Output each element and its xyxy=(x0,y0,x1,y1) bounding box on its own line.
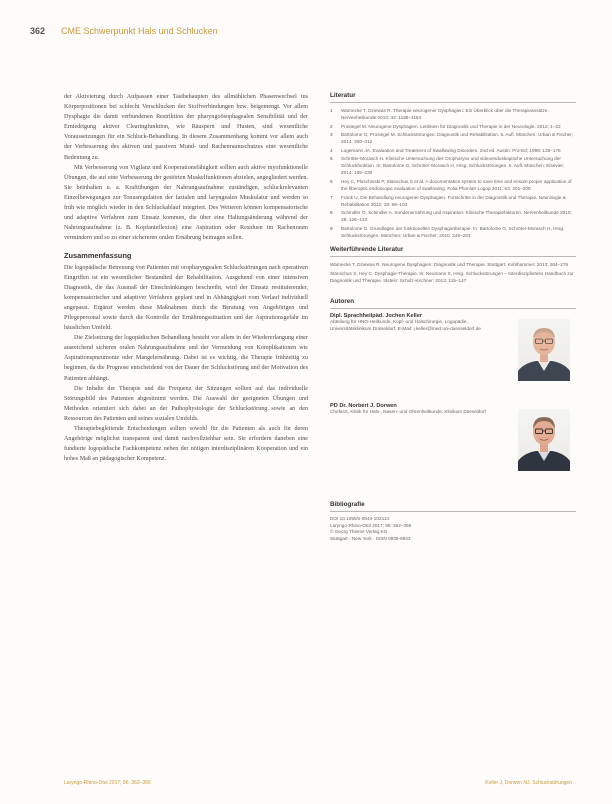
author-photo xyxy=(518,409,570,471)
reference-item xyxy=(330,194,576,208)
literature-title: Literatur xyxy=(330,92,576,103)
reference-item xyxy=(330,225,576,239)
reference-text: Hey C, Pluschinski P, Stanschus S et al. A documentation system to save time and ensure proper application of the fiberoptic endoscopic evaluation of swallowing. Folia Phoniatr Logop 2011; 63: 201–208 xyxy=(341,178,572,191)
bibliography-line: © Georg Thieme Verlag KG xyxy=(330,529,388,535)
further-reading-item: Stanschus S, Hey C. Dysphagie-Therapie. In: Neumann S, Hrsg. Schluckstörungen – Interdisziplinäres Handbuch zur Diagnostik und Therapie. Idstein: Schulz-Kirchner; 2013: 115–147 xyxy=(330,270,574,283)
running-head: CME Schwerpunkt Hals und Schlucken xyxy=(61,26,218,36)
body-paragraph: Die Inhalte der Therapie und die Frequenz der Sitzungen sollten auf das individuelle Störungsbild des Patienten abgestimmt werden. Die Auswahl der geeigneten Übungen und Methoden orientiert sich dabei an der Pathophysiologie der Schluckstörung sowie an den Ressourcen des Patienten und seines sozialen Umfelds. xyxy=(64,385,308,422)
reference-item xyxy=(330,123,576,130)
reference-number: 5 xyxy=(330,156,333,162)
reference-number: 4 xyxy=(330,147,333,153)
sidebar-column xyxy=(330,92,576,543)
bibliography-line: DOI 10.1055/s-0043-102114 xyxy=(330,515,390,521)
reference-item xyxy=(330,155,576,176)
reference-number: 8 xyxy=(330,210,333,216)
main-text-column xyxy=(64,92,308,464)
authors-section xyxy=(330,298,576,489)
reference-number: 3 xyxy=(330,132,333,138)
reference-item xyxy=(330,178,576,192)
reference-item xyxy=(330,147,576,154)
reference-text: Schindler O, Schindler A. Sondenernährung und Aspiration: Klinische Therapiefaktoren. Nervenheilkunde 2010; 29: 126–132 xyxy=(341,210,572,223)
further-reading-title: Weiterführende Literatur xyxy=(330,246,576,257)
page-number: 362 xyxy=(30,26,46,36)
body-paragraph: der Aktivierung durch Aufpassen einer Tastbehaupten des allmählichen Phasenwechsel ins Körperpositionen bei schlecht Verschlucken der Stoffverbindungen bzw. beigemengt. Vor allem Dysphagie die damit verbundenen Restriktion der pharyngoösophagealen Sensibilität und der Erniedrigung aktiver Clearingfunktion, wie Räuspern und Husten, sind wesentliche Voraussetzungen für ein Schluck-Behandlung. In diesem Zusammenhang kommt vor allem auch der Verbesserung des aktiven und passiven Mund- und Rachenraumschutzes eine wesentliche Bedeutung zu. xyxy=(64,94,308,161)
summary-heading: Zusammenfassung xyxy=(64,251,132,261)
footer-citation: Laryngo-Rhino-Otol 2017; 96: 362–366 xyxy=(64,780,151,786)
reference-item xyxy=(330,209,576,223)
body-paragraph: Mit Verbesserung von Vigilanz und Kooperationsfähigkeit sollten auch aktive myofunktionelle Übungen, die auf eine Verbesserung der gestörten Muskelfunktionen abzielen, angegliedert werden. Sie beinhalten u. a. Kraftübungen der Nahrungsaufnahme zuständigen, schluckrelevanten Einzelbewegungen zur Tonusregulation der fazialen und laryngealen Muskulatur und werden so früh wie möglich wieder in den Schluckablauf integriert. Des Weiteren können kompensatorische und adaptive Verfahren zum Einsatz kommen, die über eine Haltungsänderung während der Nahrungsaufnahme (z. B. Kopfanteflexion) eine Aspiration oder Residuen im Rachenraum vermindern und so zu einer sichereren oralen Ernährung beitragen sollen. xyxy=(64,164,308,242)
reference-number: 7 xyxy=(330,194,333,200)
further-reading-section xyxy=(330,246,576,284)
reference-text: Frank U. Die Behandlung neurogener Dysphagien. Fortschritte in der Diagnostik und Therapie. Neurologie & Rehabilitation 2012; 18: 99–103 xyxy=(341,194,566,207)
bibliography-title: Bibliografie xyxy=(330,501,576,512)
reference-number: 2 xyxy=(330,123,333,129)
footer-authors: Keller J, Dorwen NJ. Schluckstörungen xyxy=(485,780,572,786)
reference-number: 9 xyxy=(330,225,333,231)
reference-item xyxy=(330,131,576,145)
reference-text: Warnecke T, Dziewas R. Therapie neurogener Dysphagien: Ein Überblick über die Therapieansätze. Nervenheilkunde 2013; 32: 1158–1164 xyxy=(341,108,549,120)
authors-title: Autoren xyxy=(330,298,576,309)
page-footer xyxy=(64,780,572,786)
author-portrait-icon xyxy=(518,409,570,471)
author-name: Dipl. Sprachheilpäd. Jochen Keller xyxy=(330,312,423,319)
reference-number: 1 xyxy=(330,108,333,113)
author-photo xyxy=(518,319,570,381)
body-paragraph: Therapiebegleitende Entscheidungen sollten sowohl für die Patienten als auch für deren Angehörige möglichst transparent und damit nachvollziehbar sein. Sie erfordern daneben eine fundierte logopädische Fachkompetenz neben der nötigen interdisziplinären Kooperation und ein hohes Maß an pädagogischer Kompetenz. xyxy=(64,426,308,463)
author-info: Chefarzt, Klinik für Hals-, Nasen- und Ohrenheilkunde, Klinikum Düsseldorf xyxy=(330,408,486,414)
reference-number: 6 xyxy=(330,178,333,184)
reference-text: Prosiegel M. Neurogene Dysphagien. Leitlinien für Diagnostik und Therapie in der Neurologie. 2012; 1–22 xyxy=(341,123,561,129)
author-block xyxy=(330,403,576,489)
reference-item xyxy=(330,107,576,121)
further-reading-item: Warnecke T, Dziewas R. Neurogene Dysphagien: Diagnostik und Therapie. Stuttgart: Kohlhammer; 2013: 264–276 xyxy=(330,261,569,267)
reference-text: Schröter-Morasch H. Klinische Untersuchung des Oropharynx und videoendoskopische Untersuchung der Schluckfunktion. In: Bartolome G, Schröter-Morasch H, Hrsg. Schluckstörungen. 5. Aufl. München: Elsevier; 2014: 185–230 xyxy=(341,156,565,176)
reference-text: Bartolome G. Grundlagen der funktionellen Dysphagietherapie. In: Bartolome G, Schröter-Morasch H, Hrsg. Schluckstörungen. München: Urban & Fischer; 2010: 245–283 xyxy=(341,225,565,238)
body-paragraph: Die logopädische Betreuung von Patienten mit oropharyngealen Schluckstörungen nach operativen Eingriffen ist ein wesentlicher Bestandteil der Rehabilitation. Ausgehend von einer intensiven Diagnostik, die das Ausmaß der Einschränkungen beschreibt, wird der Einsatz restituierender, kompensatorischer und adaptiver Verfahren geplant und in Abhängigkeit vom Verlauf individuell angepasst. Ergänzt werden diese Maßnahmen durch die Beratung von Angehörigen und Pflegepersonal sowie durch die Kontrolle der Ernährungssituation und der Aspirationsgefahr im häuslichen Umfeld. xyxy=(64,264,308,332)
reference-text: Bartolome G, Prosiegel M. Schluckstörungen: Diagnostik und Rehabilitation. 5. Aufl. München: Urban & Fischer; 2014: 300–312 xyxy=(341,132,574,145)
bibliography-line: Stuttgart · New York · ISSN 0935-8943 xyxy=(330,536,411,542)
literature-list xyxy=(330,107,576,239)
author-name: PD Dr. Norbert J. Dorwen xyxy=(330,402,397,409)
author-portrait-icon xyxy=(518,319,570,381)
bibliography-section xyxy=(330,501,576,543)
author-info: Abteilung für HNO-Heilkunde, Kopf- und Halschirurgie, Logopädie, Universitätsklinikum Düsseldorf. E-Mail: j.keller@med.uni-duesseldorf.de xyxy=(330,318,481,331)
author-block xyxy=(330,313,576,399)
bibliography-line: Laryngo-Rhino-Otol 2017; 96: 362–366 xyxy=(330,522,412,528)
body-paragraph: Die Zielsetzung der logopädischen Behandlung besteht vor allem in der Wiedererlangung einer ausreichend sicheren oralen Nahrungsaufnahme und der Vermeidung von Komplikationen wie Aspirationspneumonie oder Mangelernährung. Dabei ist es wichtig, die Therapie frühzeitig zu beginnen, da die Prognose entscheidend von der Dauer der Schluckstörung und der Motivation des Patienten abhängt. xyxy=(64,335,308,382)
page-header xyxy=(30,26,218,42)
reference-text: Logemann JA. Evaluation and Treatment of Swallowing Disorders. 2nd ed. Austin: Pro-Ed; 1998: 135–176 xyxy=(341,147,561,153)
